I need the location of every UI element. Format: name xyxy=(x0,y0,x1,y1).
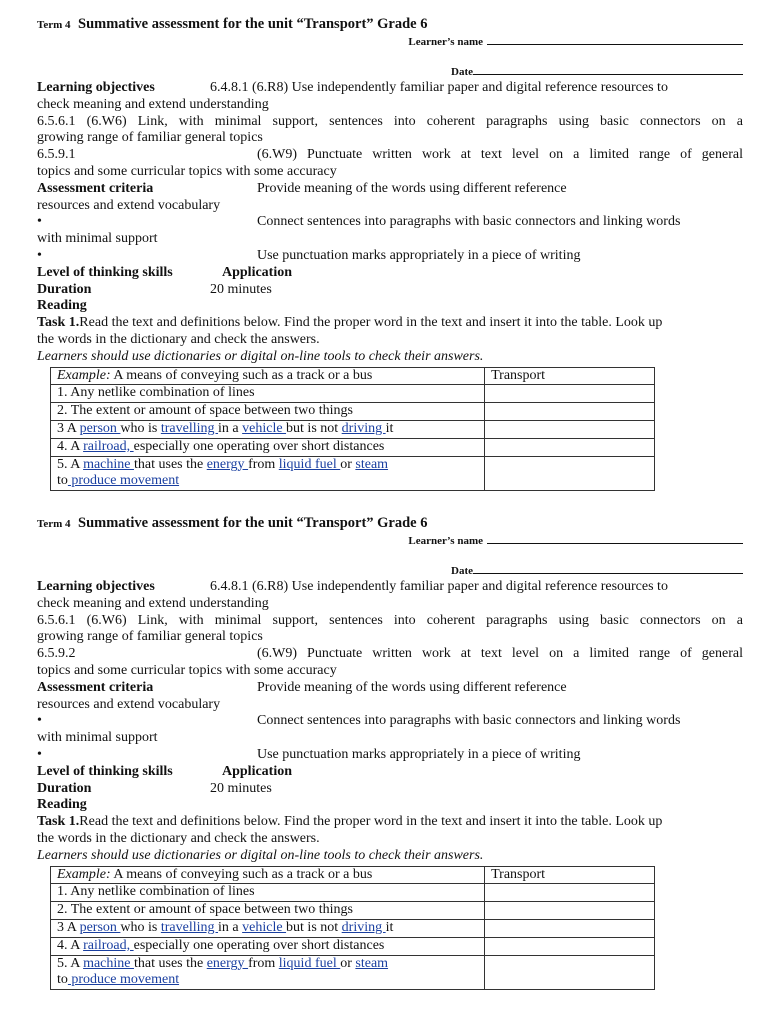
learner-name-label: Learner’s name xyxy=(408,36,483,48)
answer-cell-3[interactable] xyxy=(485,919,655,937)
definition-text: or xyxy=(340,456,356,472)
definition-text: 5. A xyxy=(57,955,84,971)
thinking-skills-label: Level of thinking skills xyxy=(37,763,173,779)
link-steam[interactable]: steam xyxy=(355,955,389,971)
answer-cell-2[interactable] xyxy=(485,403,655,421)
learning-objectives-label: Learning objectives xyxy=(37,579,155,594)
criterion-2-line-1: Connect sentences into paragraphs with basic connectors and linking words xyxy=(257,713,681,729)
assessment-sheet-1 xyxy=(37,16,743,491)
table-row xyxy=(51,884,655,902)
objective-3-line-2: topics and some curricular topics with some accuracy xyxy=(37,163,337,179)
criterion-2-row xyxy=(37,713,743,730)
table-row xyxy=(51,919,655,937)
criterion-3-row xyxy=(37,747,743,764)
criterion-2-row xyxy=(37,214,743,231)
table-row xyxy=(51,385,655,403)
bullet-icon: • xyxy=(37,713,42,729)
definition-3 xyxy=(51,420,485,438)
definition-text: to xyxy=(57,972,68,988)
example-label: Example: xyxy=(57,367,111,383)
definition-5 xyxy=(51,955,485,990)
link-vehicle[interactable]: vehicle xyxy=(242,919,287,935)
objective-2-line-2: growing range of familiar general topics xyxy=(37,629,263,645)
definition-text: especially one operating over short distances xyxy=(133,438,385,454)
link-machine[interactable]: machine xyxy=(83,955,134,971)
definition-3 xyxy=(51,919,485,937)
definition-text: especially one operating over short distances xyxy=(133,937,385,953)
date-label: Date xyxy=(451,565,473,577)
objective-1-line-1: 6.4.8.1 (6.R8) Use independently familiar paper and digital reference resources to xyxy=(210,579,668,594)
definition-4 xyxy=(51,438,485,456)
example-text: A means of conveying such as a track or a bus xyxy=(110,866,373,882)
answer-cell-3[interactable] xyxy=(485,420,655,438)
answer-cell-4[interactable] xyxy=(485,937,655,955)
criterion-1-line-1: Provide meaning of the words using different reference xyxy=(257,679,567,695)
thinking-skills-value: Application xyxy=(222,264,293,280)
link-produce-movement[interactable]: produce movement xyxy=(67,473,180,489)
date-field[interactable] xyxy=(473,563,743,574)
link-travelling[interactable]: travelling xyxy=(160,919,219,935)
criterion-3-line-1: Use punctuation marks appropriately in a piece of writing xyxy=(257,746,581,762)
objective-1-line-1: 6.4.8.1 (6.R8) Use independently familiar paper and digital reference resources to xyxy=(210,80,668,95)
definition-1: 1. Any netlike combination of lines xyxy=(51,884,485,902)
learning-objectives-label: Learning objectives xyxy=(37,80,155,95)
assessment-criteria-row xyxy=(37,680,743,697)
answer-cell-1[interactable] xyxy=(485,884,655,902)
link-person[interactable]: person xyxy=(79,919,121,935)
objective-2-line-1: 6.5.6.1 (6.W6) Link, with minimal support, sentences into coherent paragraphs using basic connectors on a xyxy=(37,113,743,129)
duration-row xyxy=(37,781,743,798)
link-machine[interactable]: machine xyxy=(83,456,134,472)
objective-3-line-1: (6.W9) Punctuate written work at text level on a limited range of general xyxy=(257,646,743,662)
criterion-3-row xyxy=(37,248,743,265)
table-row xyxy=(51,955,655,990)
link-vehicle[interactable]: vehicle xyxy=(242,420,287,436)
learner-name-field[interactable] xyxy=(487,34,743,45)
thinking-skills-label: Level of thinking skills xyxy=(37,264,173,280)
thinking-skills-row xyxy=(37,265,743,282)
objective-3-row xyxy=(37,147,743,164)
definition-text: but is not xyxy=(286,919,342,935)
table-row xyxy=(51,403,655,421)
learner-name-label: Learner’s name xyxy=(408,535,483,547)
definition-text: it xyxy=(385,919,394,935)
table-row xyxy=(51,866,655,884)
thinking-skills-value: Application xyxy=(222,763,293,779)
objective-2-line-1: 6.5.6.1 (6.W6) Link, with minimal support, sentences into coherent paragraphs using basic connectors on a xyxy=(37,612,743,628)
link-energy[interactable]: energy xyxy=(206,456,249,472)
example-cell xyxy=(51,367,485,385)
link-railroad[interactable]: railroad, xyxy=(83,438,134,454)
duration-label: Duration xyxy=(37,780,92,796)
task-text-1: Read the text and definitions below. Find the proper word in the text and insert it into the table. Look up xyxy=(79,315,663,331)
date-line xyxy=(37,563,743,579)
example-answer: Transport xyxy=(485,367,655,385)
example-answer: Transport xyxy=(485,866,655,884)
term-label: Term 4 xyxy=(37,19,71,31)
date-field[interactable] xyxy=(473,64,743,75)
learner-name-field[interactable] xyxy=(487,533,743,544)
link-person[interactable]: person xyxy=(79,420,121,436)
answer-cell-2[interactable] xyxy=(485,902,655,920)
definition-text: to xyxy=(57,473,68,489)
vocabulary-table xyxy=(50,367,655,492)
table-row xyxy=(51,937,655,955)
date-label: Date xyxy=(451,66,473,78)
sheet-header xyxy=(37,16,743,34)
objective-3-line-1: (6.W9) Punctuate written work at text level on a limited range of general xyxy=(257,147,743,163)
task-line-1 xyxy=(37,814,743,831)
definition-text: but is not xyxy=(286,420,342,436)
date-line xyxy=(37,64,743,80)
bullet-icon: • xyxy=(37,214,42,230)
learner-name-line xyxy=(37,34,743,50)
task-text-1: Read the text and definitions below. Find the proper word in the text and insert it into the table. Look up xyxy=(79,814,663,830)
link-steam[interactable]: steam xyxy=(355,456,389,472)
learning-objectives-row xyxy=(37,579,743,596)
definition-text: it xyxy=(385,420,394,436)
table-row xyxy=(51,902,655,920)
term-label: Term 4 xyxy=(37,518,71,530)
sheet-title: Summative assessment for the unit “Transport” Grade 6 xyxy=(78,515,428,531)
task-label: Task 1. xyxy=(37,315,80,331)
task-line-1 xyxy=(37,315,743,332)
link-travelling[interactable]: travelling xyxy=(160,420,219,436)
table-row xyxy=(51,456,655,491)
table-row xyxy=(51,420,655,438)
criterion-3-line-1: Use punctuation marks appropriately in a piece of writing xyxy=(257,247,581,263)
definition-5 xyxy=(51,456,485,491)
table-row xyxy=(51,367,655,385)
task-label: Task 1. xyxy=(37,814,80,830)
assessment-criteria-label: Assessment criteria xyxy=(37,180,154,196)
task-instruction: Learners should use dictionaries or digital on-line tools to check their answers. xyxy=(37,847,484,863)
definition-text: 4. A xyxy=(57,937,84,953)
learning-objectives-row xyxy=(37,80,743,97)
assessment-criteria-label: Assessment criteria xyxy=(37,679,154,695)
objective-3-code: 6.5.9.1 xyxy=(37,147,76,163)
duration-row xyxy=(37,282,743,299)
answer-cell-5[interactable] xyxy=(485,955,655,990)
objective-3-row xyxy=(37,646,743,663)
example-label: Example: xyxy=(57,866,111,882)
objective-1-line-2: check meaning and extend understanding xyxy=(37,595,269,611)
duration-label: Duration xyxy=(37,281,92,297)
assessment-criteria-row xyxy=(37,181,743,198)
criterion-1-line-1: Provide meaning of the words using different reference xyxy=(257,180,567,196)
task-instruction: Learners should use dictionaries or digital on-line tools to check their answers. xyxy=(37,348,484,364)
definition-text: 3 A xyxy=(57,420,80,436)
answer-cell-5[interactable] xyxy=(485,456,655,491)
objective-1-line-2: check meaning and extend understanding xyxy=(37,96,269,112)
reading-heading: Reading xyxy=(37,797,87,813)
link-liquid-fuel[interactable]: liquid fuel xyxy=(278,456,341,472)
duration-value: 20 minutes xyxy=(210,780,272,796)
definition-4 xyxy=(51,937,485,955)
criterion-1-line-2: resources and extend vocabulary xyxy=(37,197,221,213)
definition-text: that uses the xyxy=(134,955,207,971)
definition-text: in a xyxy=(218,919,243,935)
sheet-title: Summative assessment for the unit “Transport” Grade 6 xyxy=(78,16,428,32)
task-line-2: the words in the dictionary and check the answers. xyxy=(37,331,320,347)
definition-text: that uses the xyxy=(134,456,207,472)
bullet-icon: • xyxy=(37,247,42,263)
answer-cell-1[interactable] xyxy=(485,385,655,403)
answer-cell-4[interactable] xyxy=(485,438,655,456)
definition-1: 1. Any netlike combination of lines xyxy=(51,385,485,403)
definition-2: 2. The extent or amount of space between two things xyxy=(51,403,485,421)
criterion-1-line-2: resources and extend vocabulary xyxy=(37,696,221,712)
definition-2: 2. The extent or amount of space between two things xyxy=(51,902,485,920)
definition-text: who is xyxy=(120,420,161,436)
link-liquid-fuel[interactable]: liquid fuel xyxy=(278,955,341,971)
reading-heading: Reading xyxy=(37,298,87,314)
learner-name-line xyxy=(37,533,743,549)
link-driving[interactable]: driving xyxy=(341,420,386,436)
definition-text: 4. A xyxy=(57,438,84,454)
definition-text: or xyxy=(340,955,356,971)
definition-text: 3 A xyxy=(57,919,80,935)
example-cell xyxy=(51,866,485,884)
table-row xyxy=(51,438,655,456)
definition-text: in a xyxy=(218,420,243,436)
bullet-icon: • xyxy=(37,746,42,762)
link-energy[interactable]: energy xyxy=(206,955,249,971)
objective-2-line-2: growing range of familiar general topics xyxy=(37,130,263,146)
assessment-sheet-2 xyxy=(37,515,743,990)
objective-3-code: 6.5.9.2 xyxy=(37,646,76,662)
duration-value: 20 minutes xyxy=(210,281,272,297)
criterion-2-line-2: with minimal support xyxy=(37,231,158,247)
link-driving[interactable]: driving xyxy=(341,919,386,935)
definition-text: who is xyxy=(120,919,161,935)
objective-3-line-2: topics and some curricular topics with some accuracy xyxy=(37,662,337,678)
criterion-2-line-1: Connect sentences into paragraphs with basic connectors and linking words xyxy=(257,214,681,230)
definition-text: from xyxy=(248,456,279,472)
definition-text: from xyxy=(248,955,279,971)
sheet-header xyxy=(37,515,743,533)
thinking-skills-row xyxy=(37,764,743,781)
example-text: A means of conveying such as a track or a bus xyxy=(110,367,373,383)
criterion-2-line-2: with minimal support xyxy=(37,730,158,746)
definition-text: 5. A xyxy=(57,456,84,472)
task-line-2: the words in the dictionary and check the answers. xyxy=(37,830,320,846)
link-produce-movement[interactable]: produce movement xyxy=(67,972,180,988)
vocabulary-table xyxy=(50,866,655,991)
link-railroad[interactable]: railroad, xyxy=(83,937,134,953)
